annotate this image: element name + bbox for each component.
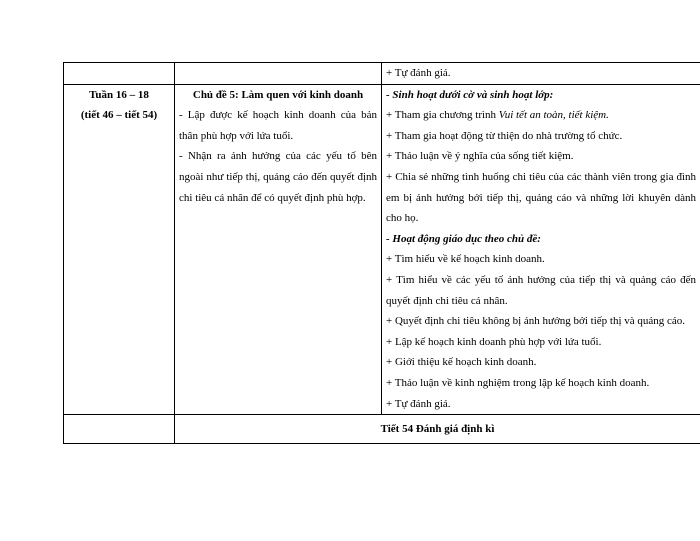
cell-activities bbox=[382, 84, 700, 415]
cell-assessment bbox=[175, 415, 700, 444]
activity-item: + Lập kế hoạch kinh doanh phù hợp với lứa tuổi. bbox=[386, 335, 602, 348]
table-row-assessment bbox=[64, 415, 700, 444]
activity-item: + Tìm hiểu về kế hoạch kinh doanh. bbox=[386, 253, 545, 266]
assessment-label: Tiết 54 Đánh giá định kì bbox=[380, 422, 495, 435]
cell-period bbox=[64, 84, 175, 415]
activity-item bbox=[386, 105, 696, 126]
curriculum-table bbox=[63, 62, 700, 444]
activity-item: + Chia sẻ những tình huống chi tiêu của các thành viên trong gia đình em bị ảnh hưởng bởi tiếp thị, quảng cáo và những lời khuyên dành cho họ. bbox=[386, 170, 696, 225]
topic-goal-1: - Lập được kế hoạch kinh doanh của bản thân phù hợp với lứa tuổi. bbox=[179, 109, 377, 142]
table-row-previous bbox=[64, 63, 700, 85]
previous-self-eval: + Tự đánh giá. bbox=[386, 67, 451, 79]
table-row-week-16-18 bbox=[64, 84, 700, 415]
topic-goal-2: - Nhận ra ảnh hưởng của các yếu tố bên ngoài như tiếp thị, quảng cáo đến quyết định chi tiêu cá nhân để có quyết định phù hợp. bbox=[179, 150, 377, 204]
cell-topic bbox=[175, 84, 382, 415]
activity-item: + Tìm hiểu về các yếu tố ảnh hưởng của tiếp thị và quảng cáo đến quyết định chi tiêu cá nhân. bbox=[386, 273, 696, 307]
cell-empty-3 bbox=[64, 415, 175, 444]
activity-item: + Tham gia hoạt động từ thiện do nhà trường tổ chức. bbox=[386, 129, 623, 142]
cell-empty-2 bbox=[175, 63, 382, 85]
activity-item: + Giới thiệu kế hoạch kinh doanh. bbox=[386, 356, 537, 369]
program-name: Vui tết an toàn, tiết kiệm. bbox=[498, 109, 609, 122]
period-lessons: (tiết 46 – tiết 54) bbox=[80, 109, 158, 122]
activity-item-prefix: + Tham gia chương trình bbox=[386, 109, 499, 122]
section-topic-activities-title: - Hoạt động giáo dục theo chủ đề: bbox=[386, 232, 541, 245]
activity-item: + Thảo luận về kinh nghiệm trong lập kế hoạch kinh doanh. bbox=[386, 376, 650, 389]
cell-previous-self-eval bbox=[382, 63, 700, 85]
section-flag-class-activities-title: - Sinh hoạt dưới cờ và sinh hoạt lớp: bbox=[386, 88, 554, 101]
activity-item: + Thảo luận về ý nghĩa của sống tiết kiệm. bbox=[386, 150, 574, 163]
topic-title: Chủ đề 5: Làm quen với kinh doanh bbox=[192, 88, 364, 101]
period-weeks: Tuần 16 – 18 bbox=[89, 88, 149, 101]
cell-empty-1 bbox=[64, 63, 175, 85]
activity-item: + Quyết định chi tiêu không bị ảnh hưởng bởi tiếp thị và quảng cáo. bbox=[386, 315, 686, 328]
activity-item: + Tự đánh giá. bbox=[386, 397, 451, 410]
